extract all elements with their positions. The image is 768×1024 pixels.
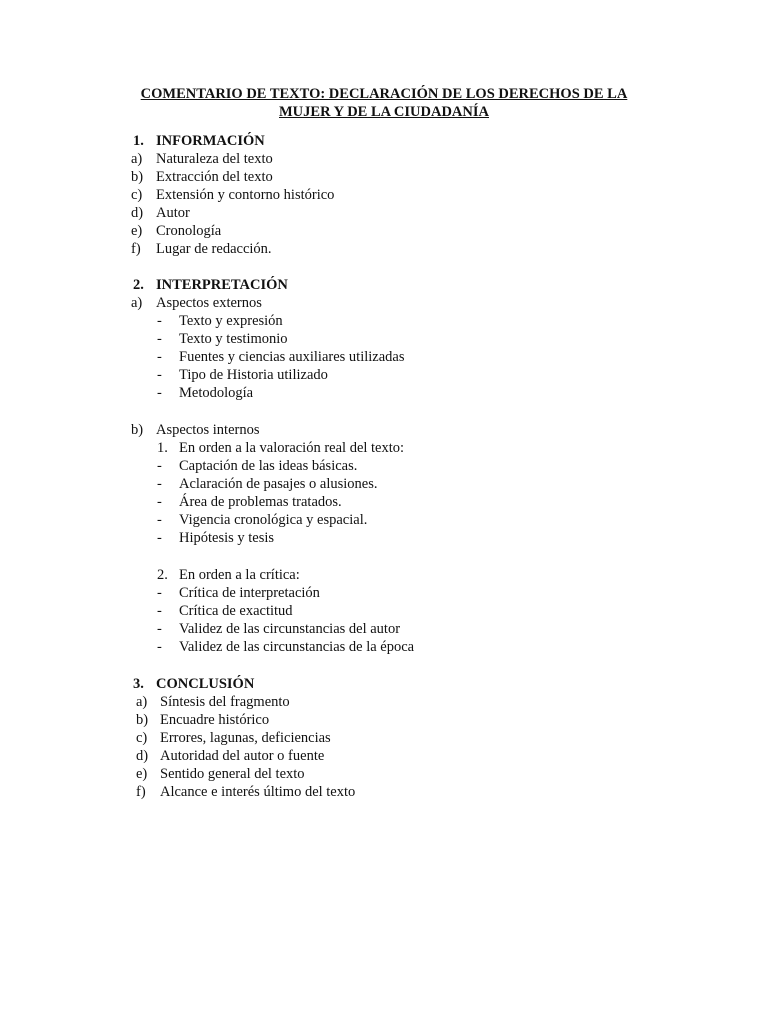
title-line-1: COMENTARIO DE TEXTO: DECLARACIÓN DE LOS DERECHOS DE LA — [140, 86, 628, 102]
title-line-2: MUJER Y DE LA CIUDADANÍA — [279, 104, 489, 120]
document-title — [110, 85, 658, 121]
document-page: COMENTARIO DE TEXTO: DECLARACIÓN DE LOS DERECHOS DE LA MUJER Y DE LA CIUDADANÍA 1. INFORMACIÓN a) Naturaleza del texto b) Extracción del texto c) Extensión y contorno histórico d) Autor e) Cronología f) Lugar de redacción. 2. INTERPRETACIÓN a) Aspectos externos - Texto y expresión - Texto y testimonio - Fuentes y ciencias auxiliares utilizadas - Tipo de Historia utilizado - Metodología b) Aspectos internos 1. En orden a la valoración real del texto: - Captación de las ideas básicas. - Aclaración de pasajes o alusiones. - Área de problemas tratados. - Vigencia cronológica y espacial. - Hipótesis y tesis 2. En orden a la crítica: - Crítica de interpretación - Crítica de exactitud - Validez de las circunstancias del autor - Validez de las circunstancias de la época 3. CONCLUSIÓN a) Síntesis del fragmento b) Encuadre histórico c) Errores, lagunas, deficiencias d) Autoridad del autor o fuente e) Sentido general del texto f) Alcance e interés último del texto — [0, 0, 768, 1024]
